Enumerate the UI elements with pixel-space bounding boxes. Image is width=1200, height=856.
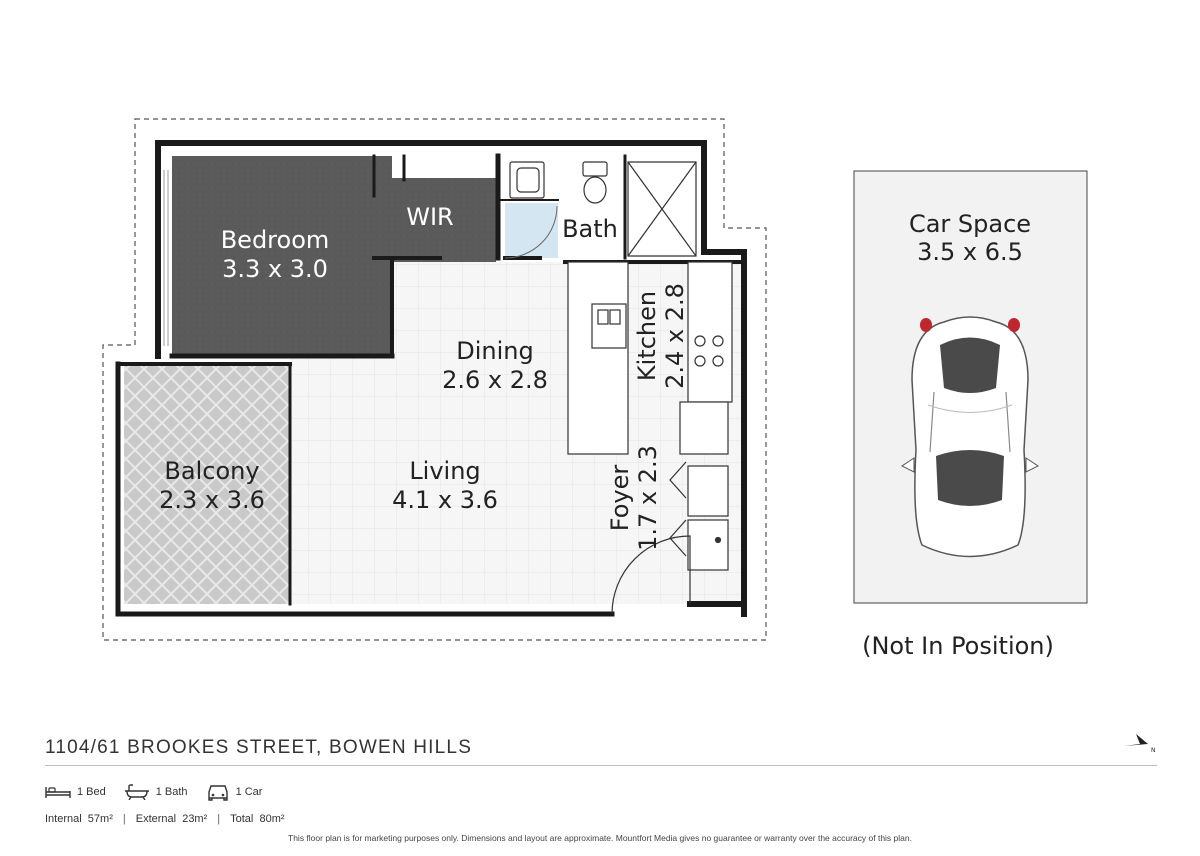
feature-bath: [124, 784, 188, 800]
feature-car: [206, 783, 263, 801]
balcony-dims: 2.3 x 3.6: [159, 486, 265, 514]
bath-name: Bath: [562, 215, 618, 243]
feature-car-label: 1 Car: [235, 786, 263, 798]
feature-bath-label: 1 Bath: [155, 786, 188, 798]
car-small-icon: [206, 783, 230, 801]
feature-bed: [45, 784, 106, 800]
wir-name: WIR: [406, 203, 454, 231]
total-area: Total 80m²: [230, 813, 285, 825]
balcony-name: Balcony: [164, 457, 260, 485]
bedroom-name: Bedroom: [220, 226, 330, 254]
kitchen-name: Kitchen: [633, 290, 661, 382]
external-area: External 23m²: [135, 813, 208, 825]
living-name: Living: [409, 457, 481, 485]
bath-icon: [124, 784, 150, 800]
area-separator-2: |: [217, 813, 221, 825]
not-in-position-note: (Not In Position): [862, 632, 1054, 660]
feature-summary: [45, 783, 262, 801]
bedroom-window: [164, 170, 168, 346]
north-arrow-icon: [1122, 730, 1158, 756]
car-space-name: Car Space: [908, 210, 1032, 238]
living-dims: 4.1 x 3.6: [392, 486, 498, 514]
svg-text:N: N: [1151, 747, 1156, 754]
car-space-dims: 3.5 x 6.5: [917, 238, 1023, 266]
feature-bed-label: 1 Bed: [77, 786, 106, 798]
foyer-dims: 1.7 x 2.3: [634, 445, 662, 551]
footer-divider: [45, 765, 1157, 766]
dining-name: Dining: [456, 337, 534, 365]
car-icon: [902, 317, 1038, 557]
dining-dims: 2.6 x 2.8: [442, 366, 548, 394]
disclaimer: This floor plan is for marketing purposes only. Dimensions and layout are approximate. Mountfort Media gives no guarantee or warranty over the accuracy of this plan.: [288, 833, 912, 843]
area-separator-1: |: [122, 813, 126, 825]
foyer-name: Foyer: [606, 464, 634, 532]
internal-area: Internal 57m²: [45, 813, 113, 825]
area-summary: [45, 813, 285, 825]
bath-floor: [505, 203, 558, 258]
bed-icon: [45, 784, 71, 800]
kitchen-dims: 2.4 x 2.8: [661, 283, 689, 389]
property-address: 1104/61 BROOKES STREET, BOWEN HILLS: [45, 737, 473, 758]
bedroom-dims: 3.3 x 3.0: [222, 255, 328, 283]
